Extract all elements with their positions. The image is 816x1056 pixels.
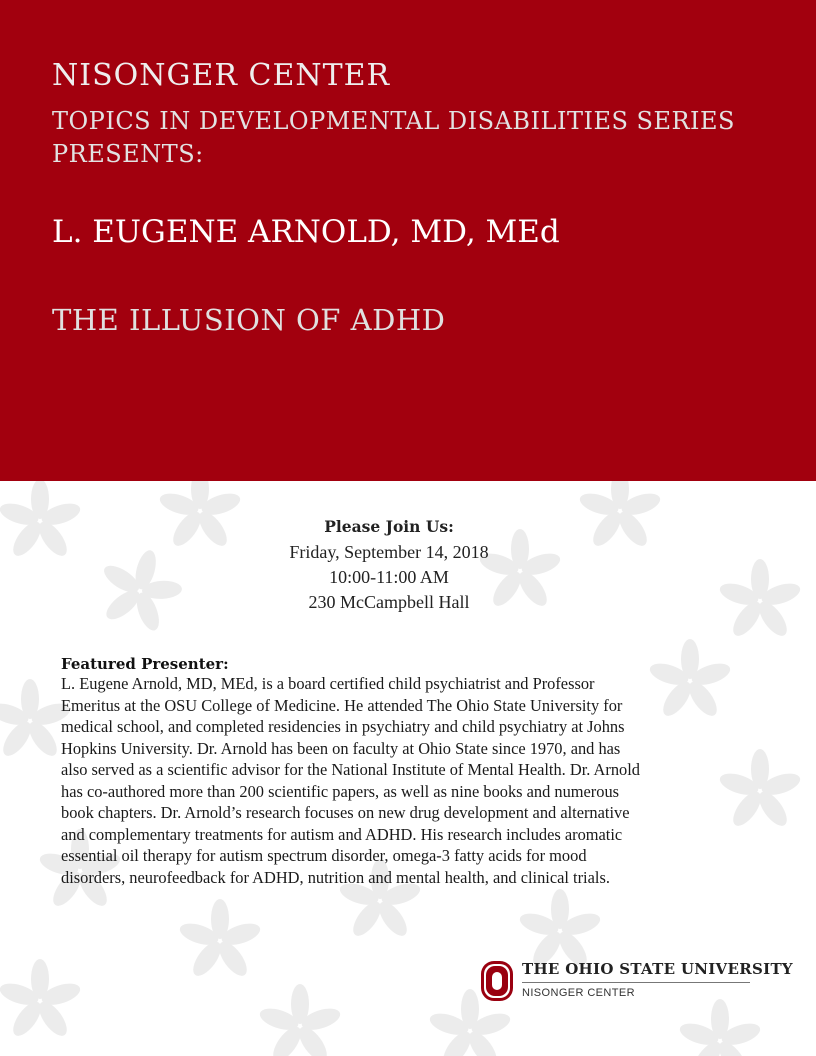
bio-line: has co-authored more than 200 scientific papers, as well as nine books and numerous — [61, 781, 620, 801]
presents-label: PRESENTS: — [52, 140, 204, 168]
bio-line: L. Eugene Arnold, MD, MEd, is a board certified child psychiatrist and Professor — [61, 674, 595, 693]
bio-line: Emeritus at the OSU College of Medicine. He attended The Ohio State University for — [61, 695, 623, 715]
event-details — [0, 514, 778, 615]
center-name: NISONGER CENTER — [522, 987, 635, 999]
event-heading: Please Join Us: — [324, 517, 454, 536]
university-name: THE OHIO STATE UNIVERSITY — [522, 960, 793, 978]
featured-heading: Featured Presenter: — [61, 655, 229, 673]
event-date: Friday, September 14, 2018 — [289, 542, 489, 562]
talk-title: THE ILLUSION OF ADHD — [52, 303, 446, 337]
header-banner — [0, 0, 816, 481]
bio-line: book chapters. Dr. Arnold’s research focuses on new drug development and alternative — [61, 803, 630, 822]
event-time: 10:00-11:00 AM — [329, 567, 449, 587]
event-location: 230 McCampbell Hall — [308, 592, 470, 612]
bio-line: essential oil therapy for autism spectrum disorder, omega-3 fatty acids for mood — [61, 846, 587, 865]
series-title: TOPICS IN DEVELOPMENTAL DISABILITIES SERIES — [52, 107, 735, 135]
bio-line: Hopkins University. Dr. Arnold has been on faculty at Ohio State since 1970, and has — [61, 738, 621, 758]
bio-line: disorders, neurofeedback for ADHD, nutrition and mental health, and clinical trials. — [61, 867, 610, 887]
block-o-logo-icon — [480, 960, 514, 1002]
org-name: NISONGER CENTER — [52, 58, 391, 93]
bio-line: medical school, and completed residencies in psychiatry and child psychiatry at Johns — [61, 717, 625, 736]
presenter-name: L. EUGENE ARNOLD, MD, MEd — [52, 214, 560, 250]
osu-logo — [480, 958, 793, 1004]
bio-line: also served as a scientific advisor for the National Institute of Mental Health. Dr. Arnold — [61, 760, 640, 779]
presenter-bio — [61, 673, 751, 888]
logo-divider — [522, 982, 750, 983]
bio-line: and complementary treatments for autism and ADHD. His research includes aromatic — [61, 824, 623, 844]
